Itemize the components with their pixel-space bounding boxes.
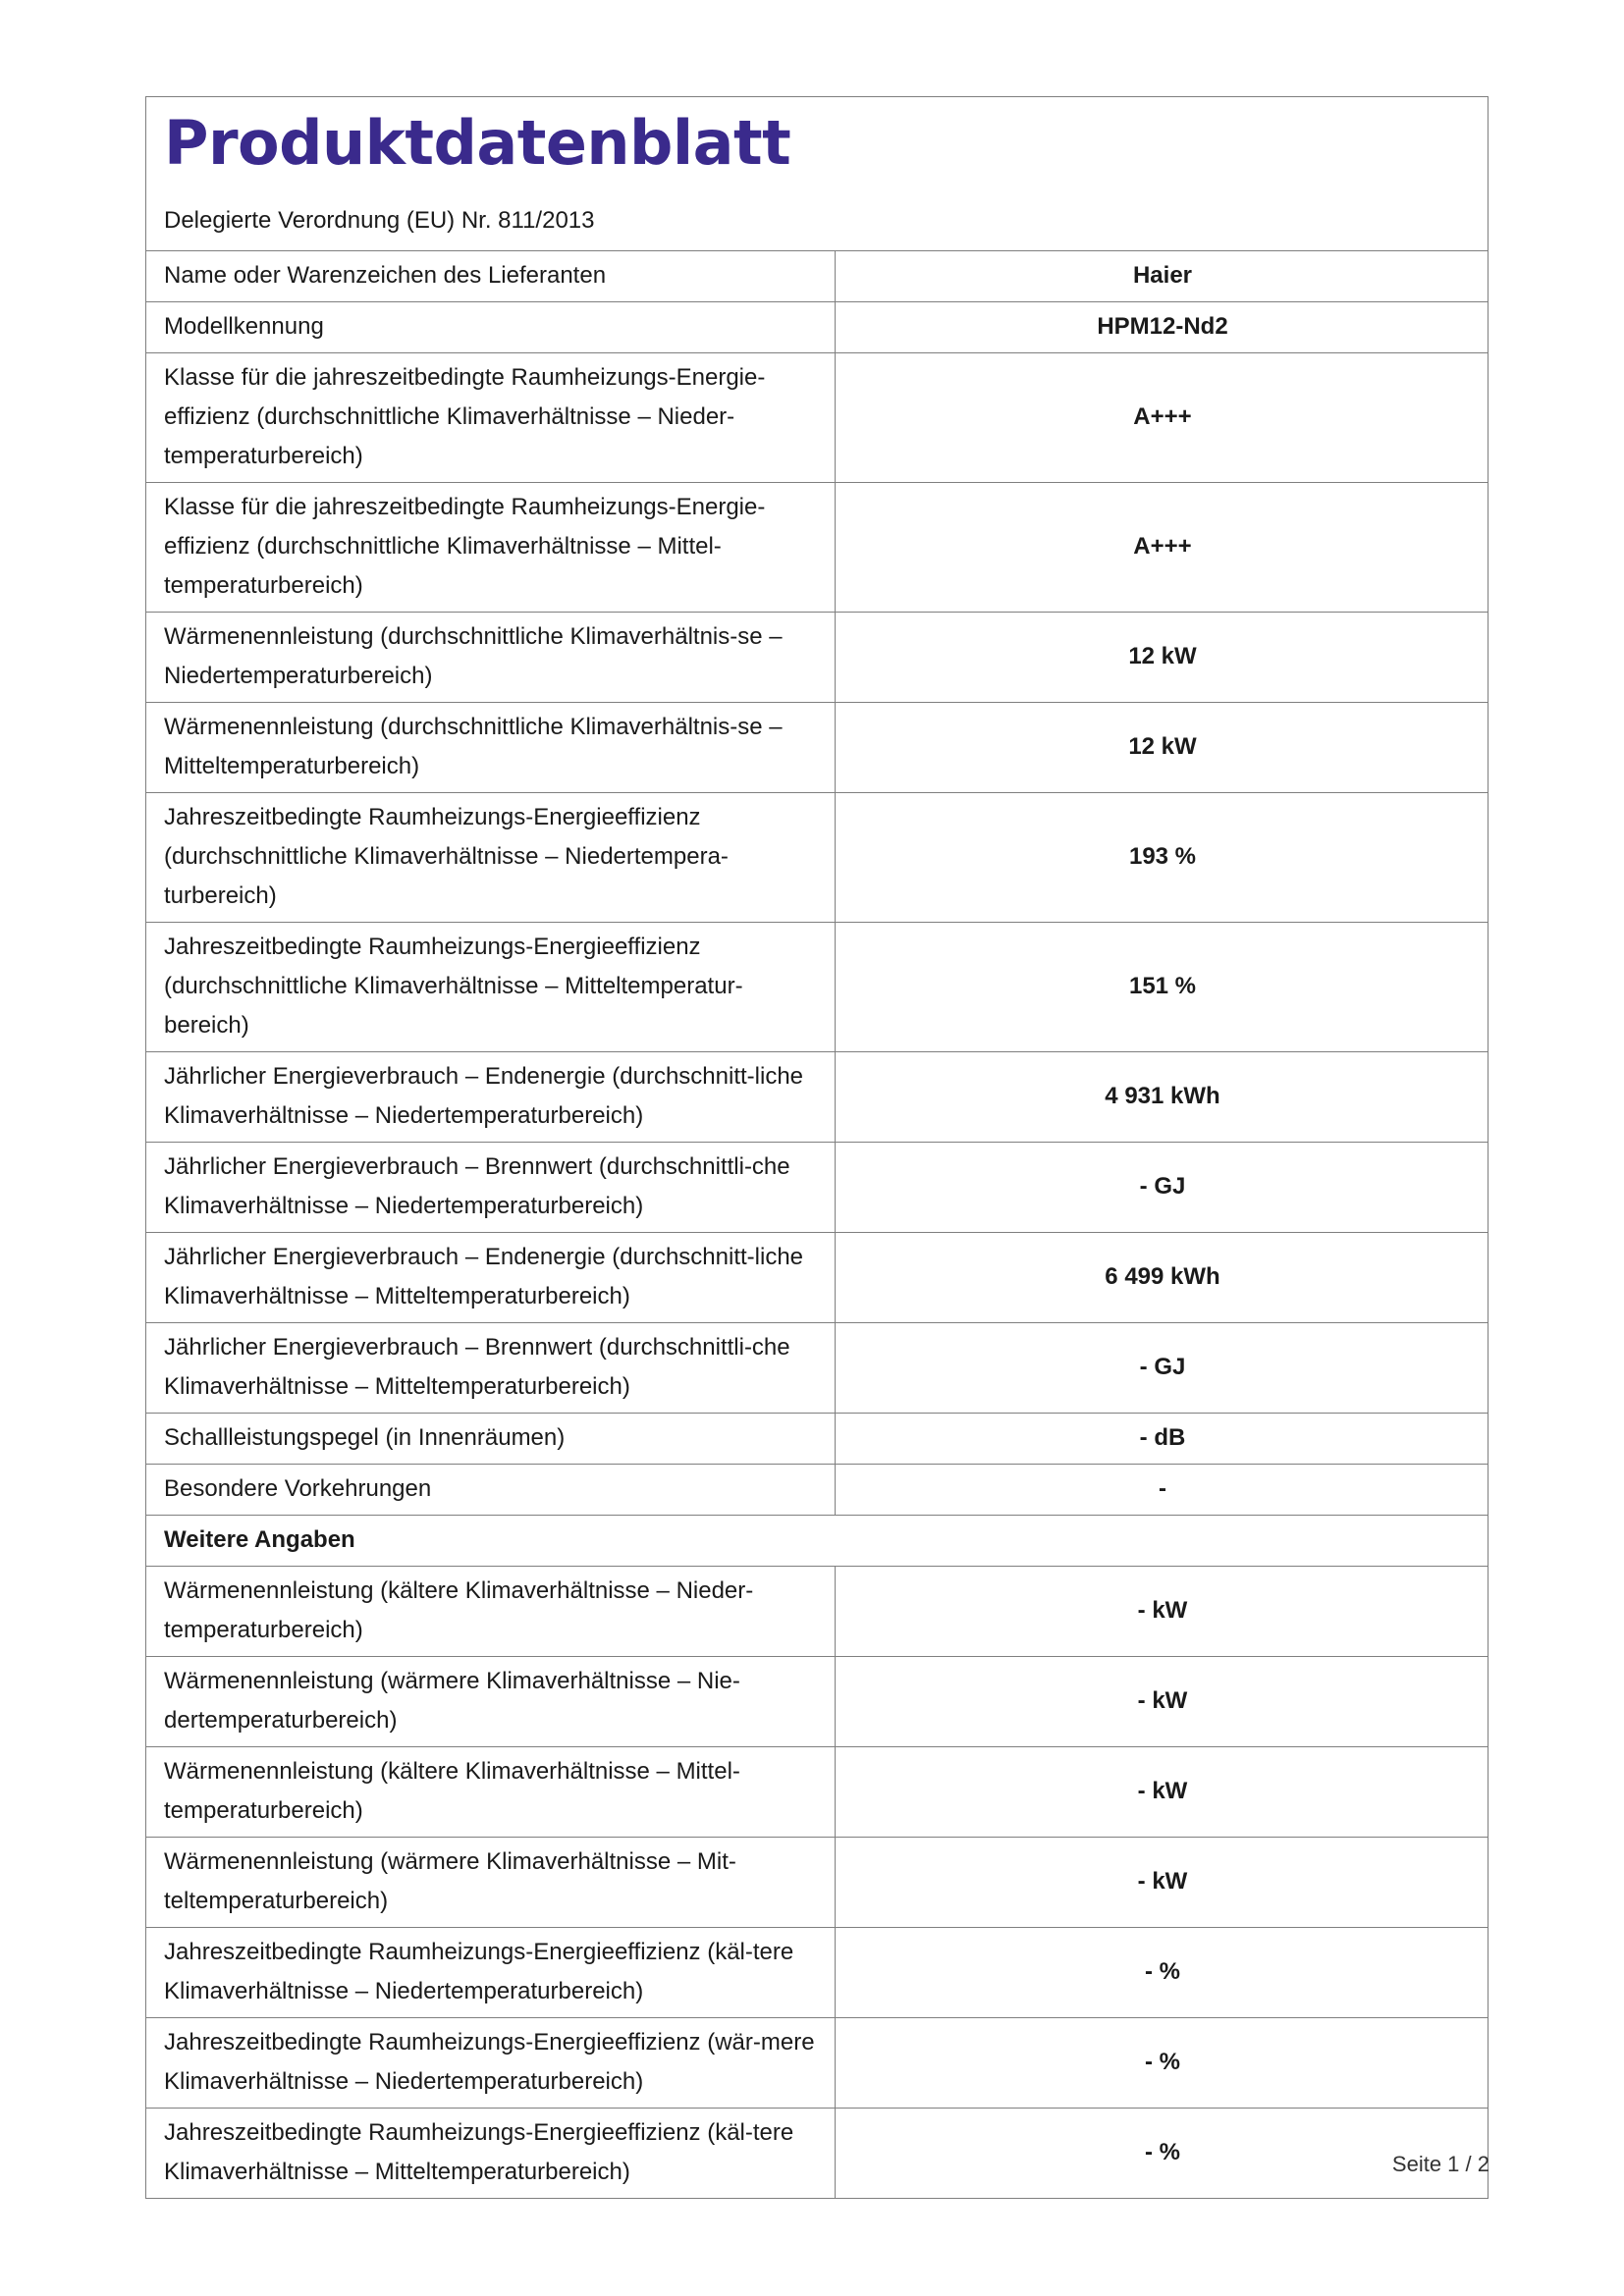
row-label: Besondere Vorkehrungen: [146, 1464, 836, 1515]
row-label: Jährlicher Energieverbrauch – Brennwert (durchschnittli-che Klimaverhältnisse – Mitteltemperaturbereich): [146, 1322, 836, 1413]
page-title: Produktdatenblatt: [164, 107, 791, 179]
row-label: Schallleistungspegel (in Innenräumen): [146, 1413, 836, 1464]
table-row: [146, 1656, 1488, 1746]
product-data-table: [146, 251, 1488, 2198]
row-label: Klasse für die jahreszeitbedingte Raumheizungs-Energie-effizienz (durchschnittliche Klimaverhältnisse – Nieder-temperaturbereich): [146, 352, 836, 482]
table-row: [146, 2108, 1488, 2198]
row-value: - dB: [836, 1413, 1489, 1464]
table-row: [146, 251, 1488, 302]
regulation-subtitle: Delegierte Verordnung (EU) Nr. 811/2013: [164, 206, 595, 234]
table-row: [146, 702, 1488, 792]
row-label: Wärmenennleistung (durchschnittliche Klimaverhältnis-se – Mitteltemperaturbereich): [146, 702, 836, 792]
row-value: - GJ: [836, 1322, 1489, 1413]
table-row: [146, 2017, 1488, 2108]
row-value: 12 kW: [836, 612, 1489, 702]
table-row: [146, 1837, 1488, 1927]
table-row: [146, 1232, 1488, 1322]
row-label: Name oder Warenzeichen des Lieferanten: [146, 251, 836, 302]
row-value: - %: [836, 2108, 1489, 2198]
table-row: [146, 352, 1488, 482]
table-row: [146, 301, 1488, 352]
table-row: [146, 1142, 1488, 1232]
table-row: [146, 792, 1488, 922]
row-value: - %: [836, 1927, 1489, 2017]
row-label: Wärmenennleistung (wärmere Klimaverhältnisse – Mit-teltemperaturbereich): [146, 1837, 836, 1927]
row-value: HPM12-Nd2: [836, 301, 1489, 352]
row-value: 4 931 kWh: [836, 1051, 1489, 1142]
row-value: -: [836, 1464, 1489, 1515]
row-label: Jährlicher Energieverbrauch – Endenergie (durchschnitt-liche Klimaverhältnisse – Niedertemperaturbereich): [146, 1051, 836, 1142]
row-label: Wärmenennleistung (wärmere Klimaverhältnisse – Nie-dertemperaturbereich): [146, 1656, 836, 1746]
table-row: [146, 922, 1488, 1051]
row-label: Jährlicher Energieverbrauch – Brennwert (durchschnittli-che Klimaverhältnisse – Niedertemperaturbereich): [146, 1142, 836, 1232]
table-row: [146, 1566, 1488, 1656]
row-value: A+++: [836, 482, 1489, 612]
row-value: - kW: [836, 1837, 1489, 1927]
row-label: Klasse für die jahreszeitbedingte Raumheizungs-Energie-effizienz (durchschnittliche Klimaverhältnisse – Mittel-temperaturbereich): [146, 482, 836, 612]
row-value: 12 kW: [836, 702, 1489, 792]
sheet-header: [146, 97, 1488, 251]
row-label: Jährlicher Energieverbrauch – Endenergie (durchschnitt-liche Klimaverhältnisse – Mitteltemperaturbereich): [146, 1232, 836, 1322]
section-header-row: [146, 1515, 1488, 1566]
row-value: Haier: [1132, 261, 1193, 289]
table-row: [146, 1413, 1488, 1464]
row-value: 6 499 kWh: [836, 1232, 1489, 1322]
row-label: Jahreszeitbedingte Raumheizungs-Energieeffizienz (durchschnittliche Klimaverhältnisse – Niedertempera-turbereich): [146, 792, 836, 922]
row-label: Jahreszeitbedingte Raumheizungs-Energieeffizienz (käl-tere Klimaverhältnisse – Mitteltemperaturbereich): [146, 2108, 836, 2198]
table-row: [146, 1746, 1488, 1837]
row-value: A+++: [836, 352, 1489, 482]
row-value: - GJ: [836, 1142, 1489, 1232]
data-sheet: [145, 96, 1489, 2199]
row-value: - kW: [836, 1656, 1489, 1746]
row-label: Modellkennung: [146, 301, 836, 352]
table-row: [146, 1464, 1488, 1515]
row-label: Jahreszeitbedingte Raumheizungs-Energieeffizienz (wär-mere Klimaverhältnisse – Niedertemperaturbereich): [146, 2017, 836, 2108]
table-row: [146, 482, 1488, 612]
row-value: - kW: [836, 1746, 1489, 1837]
row-value: 151 %: [836, 922, 1489, 1051]
row-label: Jahreszeitbedingte Raumheizungs-Energieeffizienz (käl-tere Klimaverhältnisse – Niedertemperaturbereich): [146, 1927, 836, 2017]
section-title: Weitere Angaben: [146, 1515, 1488, 1566]
row-value: 193 %: [836, 792, 1489, 922]
row-label: Wärmenennleistung (durchschnittliche Klimaverhältnis-se – Niedertemperaturbereich): [146, 612, 836, 702]
row-value: - kW: [836, 1566, 1489, 1656]
page-number: Seite 1 / 2: [1391, 2152, 1489, 2176]
row-label: Wärmenennleistung (kältere Klimaverhältnisse – Nieder-temperaturbereich): [146, 1566, 836, 1656]
table-row: [146, 1322, 1488, 1413]
row-label: Wärmenennleistung (kältere Klimaverhältnisse – Mittel-temperaturbereich): [146, 1746, 836, 1837]
row-label: Jahreszeitbedingte Raumheizungs-Energieeffizienz (durchschnittliche Klimaverhältnisse – Mitteltemperatur-bereich): [146, 922, 836, 1051]
table-row: [146, 612, 1488, 702]
table-row: [146, 1051, 1488, 1142]
row-value: - %: [836, 2017, 1489, 2108]
table-row: [146, 1927, 1488, 2017]
